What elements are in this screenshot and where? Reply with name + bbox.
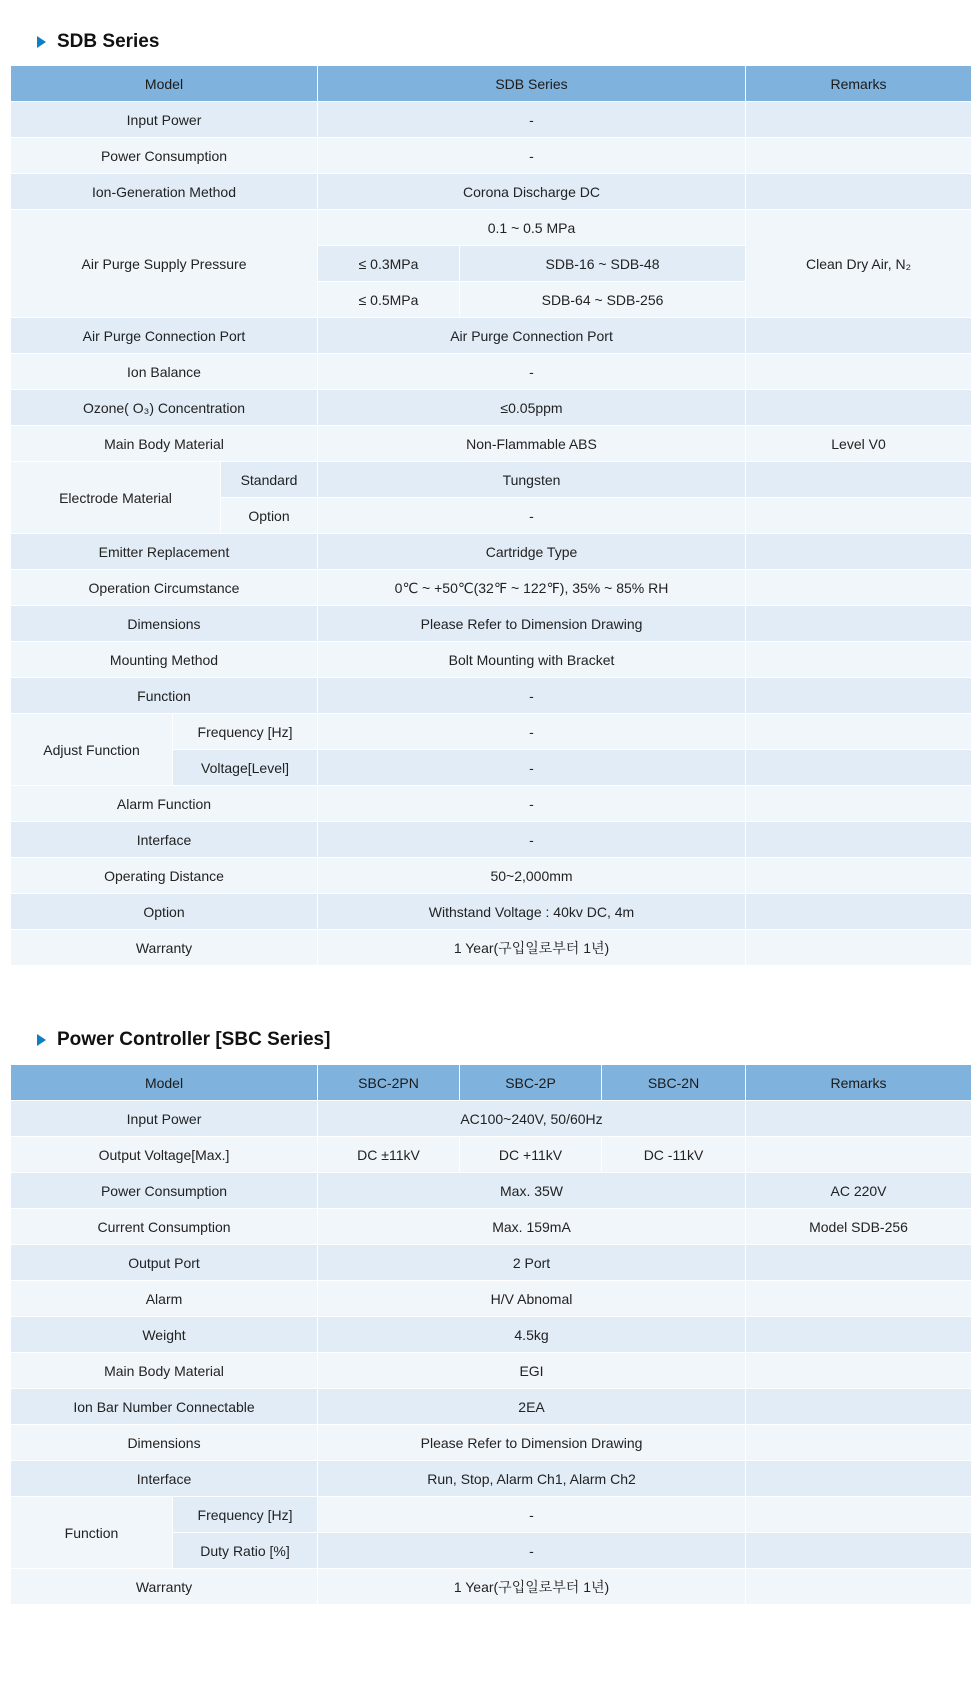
row-value: -: [318, 1533, 746, 1569]
row-value: -: [318, 678, 746, 714]
row-remark: [746, 1389, 972, 1425]
table-row: [11, 1425, 972, 1461]
row-value: 50~2,000mm: [318, 858, 746, 894]
row-remark: [746, 1317, 972, 1353]
row-remark: [746, 714, 972, 750]
table-row: [11, 1569, 972, 1605]
row-label: Power Consumption: [11, 138, 318, 174]
table-row: [11, 1281, 972, 1317]
row-remark: [746, 318, 972, 354]
row-value: 1 Year(구입일로부터 1년): [318, 930, 746, 966]
row-label: Input Power: [11, 102, 318, 138]
row-remark: [746, 1569, 972, 1605]
pressure-cell: ≤ 0.3MPa: [318, 246, 460, 282]
row-value: ≤0.05ppm: [318, 390, 746, 426]
row-value: -: [318, 786, 746, 822]
row-label: Output Voltage[Max.]: [11, 1137, 318, 1173]
table-row: [11, 642, 972, 678]
row-value: 1 Year(구입일로부터 1년): [318, 1569, 746, 1605]
table-row: [11, 1389, 972, 1425]
table-row: [11, 534, 972, 570]
row-label: Mounting Method: [11, 642, 318, 678]
row-label: Function: [11, 678, 318, 714]
row-remark: [746, 930, 972, 966]
table-row: [11, 714, 972, 750]
row-label: Ion Balance: [11, 354, 318, 390]
table-row: [11, 354, 972, 390]
row-remark: [746, 786, 972, 822]
table-row: [11, 102, 972, 138]
row-label: Dimensions: [11, 606, 318, 642]
row-value: 2 Port: [318, 1245, 746, 1281]
table-row: [11, 1245, 972, 1281]
row-remark: [746, 1461, 972, 1497]
table-row: [11, 894, 972, 930]
row-label: Alarm: [11, 1281, 318, 1317]
row-label: Adjust Function: [11, 714, 173, 786]
table-row: [11, 390, 972, 426]
row-value: Bolt Mounting with Bracket: [318, 642, 746, 678]
table-row: [11, 930, 972, 966]
header-series: SDB Series: [318, 66, 746, 102]
row-remark: Model SDB-256: [746, 1209, 972, 1245]
row-value: 0℃ ~ +50℃(32℉ ~ 122℉), 35% ~ 85% RH: [318, 570, 746, 606]
row-value: Air Purge Connection Port: [318, 318, 746, 354]
table-row: [11, 138, 972, 174]
row-value: DC ±11kV: [318, 1137, 460, 1173]
row-remark: [746, 570, 972, 606]
row-remark: Clean Dry Air, N₂: [746, 210, 972, 318]
sdb-spec-table: [10, 65, 972, 966]
row-value: AC100~240V, 50/60Hz: [318, 1101, 746, 1137]
sub-label: Frequency [Hz]: [173, 1497, 318, 1533]
row-label: Air Purge Supply Pressure: [11, 210, 318, 318]
table-row: [11, 318, 972, 354]
row-remark: [746, 1497, 972, 1533]
row-label: Electrode Material: [11, 462, 221, 534]
table-row: [11, 210, 972, 246]
row-label: Warranty: [11, 930, 318, 966]
row-label: Option: [11, 894, 318, 930]
row-label: Dimensions: [11, 1425, 318, 1461]
row-value: DC +11kV: [460, 1137, 602, 1173]
table-row: [11, 1317, 972, 1353]
row-remark: [746, 354, 972, 390]
row-value: -: [318, 750, 746, 786]
sub-label: Standard: [221, 462, 318, 498]
row-remark: AC 220V: [746, 1173, 972, 1209]
sub-label: Frequency [Hz]: [173, 714, 318, 750]
triangle-bullet-icon: [37, 1034, 46, 1046]
table-row: [11, 570, 972, 606]
row-remark: [746, 390, 972, 426]
sbc-spec-table: [10, 1064, 972, 1605]
row-remark: [746, 1245, 972, 1281]
row-value: H/V Abnomal: [318, 1281, 746, 1317]
row-remark: [746, 678, 972, 714]
row-value: Tungsten: [318, 462, 746, 498]
row-value: EGI: [318, 1353, 746, 1389]
row-value: Withstand Voltage : 40kv DC, 4m: [318, 894, 746, 930]
row-label: Air Purge Connection Port: [11, 318, 318, 354]
row-remark: [746, 1533, 972, 1569]
table-row: [11, 174, 972, 210]
row-value: -: [318, 822, 746, 858]
row-value: -: [318, 354, 746, 390]
row-remark: [746, 822, 972, 858]
table-row: [11, 1101, 972, 1137]
sub-label: Duty Ratio [%]: [173, 1533, 318, 1569]
row-label: Ion-Generation Method: [11, 174, 318, 210]
row-value: 4.5kg: [318, 1317, 746, 1353]
model-range-cell: SDB-16 ~ SDB-48: [460, 246, 746, 282]
header-model: Model: [11, 1065, 318, 1101]
table-row: [11, 462, 972, 498]
table-row: [11, 1461, 972, 1497]
row-label: Power Consumption: [11, 1173, 318, 1209]
row-value: -: [318, 498, 746, 534]
row-label: Function: [11, 1497, 173, 1569]
row-remark: [746, 1425, 972, 1461]
row-label: Main Body Material: [11, 1353, 318, 1389]
table-header-row: [11, 1065, 972, 1101]
sub-label: Option: [221, 498, 318, 534]
table-row: [11, 1173, 972, 1209]
table-header-row: [11, 66, 972, 102]
row-remark: [746, 534, 972, 570]
row-value: DC -11kV: [602, 1137, 746, 1173]
sub-label: Voltage[Level]: [173, 750, 318, 786]
row-label: Main Body Material: [11, 426, 318, 462]
row-value: 2EA: [318, 1389, 746, 1425]
row-label: Ozone( O₃) Concentration: [11, 390, 318, 426]
table-row: [11, 678, 972, 714]
row-label: Operation Circumstance: [11, 570, 318, 606]
row-remark: [746, 1137, 972, 1173]
row-value: Corona Discharge DC: [318, 174, 746, 210]
triangle-bullet-icon: [37, 36, 46, 48]
header-remarks: Remarks: [746, 66, 972, 102]
row-remark: Level V0: [746, 426, 972, 462]
header-model-2: SBC-2P: [460, 1065, 602, 1101]
row-label: Interface: [11, 1461, 318, 1497]
row-value: Run, Stop, Alarm Ch1, Alarm Ch2: [318, 1461, 746, 1497]
row-label: Warranty: [11, 1569, 318, 1605]
row-value: -: [318, 138, 746, 174]
row-value: -: [318, 1497, 746, 1533]
sdb-section-title: [37, 30, 159, 54]
table-row: [11, 606, 972, 642]
row-label: Weight: [11, 1317, 318, 1353]
row-label: Operating Distance: [11, 858, 318, 894]
row-remark: [746, 750, 972, 786]
sbc-section-title: [37, 1028, 330, 1052]
row-remark: [746, 606, 972, 642]
row-label: Emitter Replacement: [11, 534, 318, 570]
row-value: Non-Flammable ABS: [318, 426, 746, 462]
row-value: Please Refer to Dimension Drawing: [318, 1425, 746, 1461]
row-value: Cartridge Type: [318, 534, 746, 570]
row-value: -: [318, 102, 746, 138]
row-remark: [746, 894, 972, 930]
row-label: Alarm Function: [11, 786, 318, 822]
row-value: Max. 159mA: [318, 1209, 746, 1245]
row-remark: [746, 642, 972, 678]
table-row: [11, 1137, 972, 1173]
row-remark: [746, 858, 972, 894]
table-row: [11, 1353, 972, 1389]
row-value: -: [318, 714, 746, 750]
row-label: Current Consumption: [11, 1209, 318, 1245]
row-remark: [746, 462, 972, 498]
row-remark: [746, 138, 972, 174]
row-value: Max. 35W: [318, 1173, 746, 1209]
header-remarks: Remarks: [746, 1065, 972, 1101]
row-value: 0.1 ~ 0.5 MPa: [318, 210, 746, 246]
row-remark: [746, 1281, 972, 1317]
row-label: Output Port: [11, 1245, 318, 1281]
header-model: Model: [11, 66, 318, 102]
row-remark: [746, 498, 972, 534]
table-row: [11, 1497, 972, 1533]
table-row: [11, 822, 972, 858]
header-model-3: SBC-2N: [602, 1065, 746, 1101]
pressure-cell: ≤ 0.5MPa: [318, 282, 460, 318]
row-value: Please Refer to Dimension Drawing: [318, 606, 746, 642]
row-remark: [746, 1101, 972, 1137]
table-row: [11, 786, 972, 822]
row-label: Interface: [11, 822, 318, 858]
row-remark: [746, 174, 972, 210]
table-row: [11, 858, 972, 894]
sbc-title-text: Power Controller [SBC Series]: [57, 1029, 331, 1050]
row-label: Ion Bar Number Connectable: [11, 1389, 318, 1425]
header-model-1: SBC-2PN: [318, 1065, 460, 1101]
row-label: Input Power: [11, 1101, 318, 1137]
table-row: [11, 1209, 972, 1245]
table-row: [11, 426, 972, 462]
sdb-title-text: SDB Series: [57, 31, 160, 52]
row-remark: [746, 1353, 972, 1389]
model-range-cell: SDB-64 ~ SDB-256: [460, 282, 746, 318]
row-remark: [746, 102, 972, 138]
